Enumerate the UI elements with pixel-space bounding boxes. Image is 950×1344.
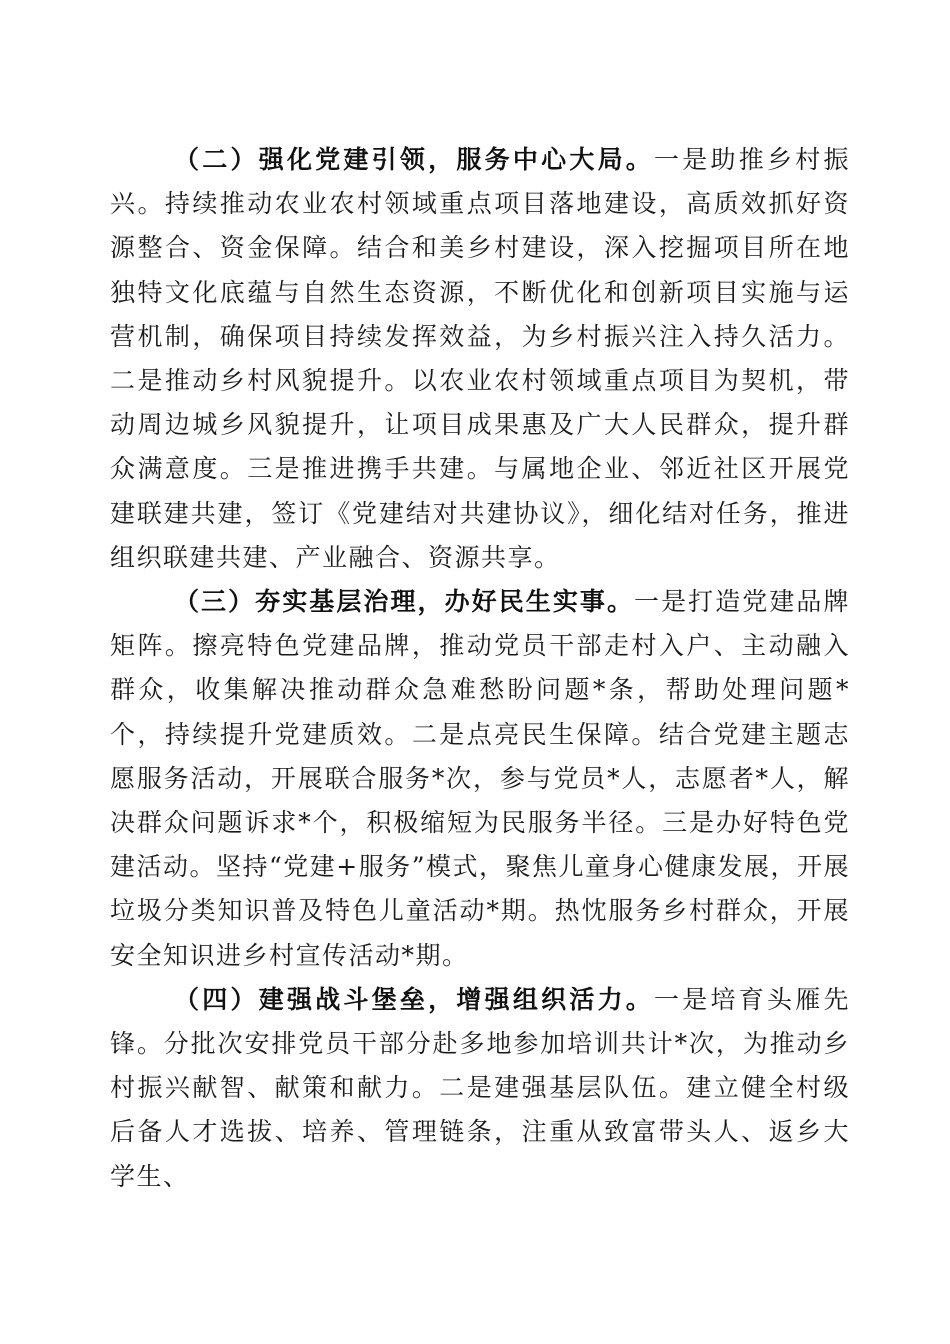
paragraph-organization-vitality — [110, 978, 850, 1199]
paragraph-strengthen-party-leadership — [110, 138, 850, 580]
paragraph-text: 一是打造党建品牌矩阵。擦亮特色党建品牌，推动党员干部走村入户、主动融入群众，收集解决推动群众急难愁盼问题*条，帮助处理问题*个，持续提升党建质效。二是点亮民生保障。结合党建主题志愿服务活动，开展联合服务*次，参与党员*人，志愿者*人，解决群众问题诉求*个，积极缩短为民服务半径。三是办好特色党建活动。坚持“党建+服务”模式，聚焦儿童身心健康发展，开展垃圾分类知识普及特色儿童活动*期。热忱服务乡村群众，开展安全知识进乡村宣传活动*期。 — [110, 587, 851, 970]
paragraph-heading: （二）强化党建引领，服务中心大局。 — [174, 145, 655, 174]
paragraph-text: 一是培育头雁先锋。分批次安排党员干部分赴多地参加培训共计*次，为推动乡村振兴献智、献策和献力。二是建强基层队伍。建立健全村级后备人才选拔、培养、管理链条，注重从致富带头人、返乡大学生、 — [110, 984, 850, 1191]
document-body — [110, 138, 850, 1199]
paragraph-heading: （四）建强战斗堡垒，增强组织活力。 — [174, 984, 655, 1014]
paragraph-grassroots-governance — [110, 580, 850, 978]
paragraph-heading: （三）夯实基层治理，办好民生实事。 — [174, 587, 635, 617]
paragraph-text: 一是助推乡村振兴。持续推动农业农村领域重点项目落地建设，高质效抓好资源整合、资金保障。结合和美乡村建设，深入挖掘项目所在地独特文化底蕴与自然生态资源，不断优化和创新项目实施与运营机制，确保项目持续发挥效益，为乡村振兴注入持久活力。二是推动乡村风貌提升。以农业农村领域重点项目为契机，带动周边城乡风貌提升，让项目成果惠及广大人民群众，提升群众满意度。三是推进携手共建。与属地企业、邻近社区开展党建联建共建，签订《党建结对共建协议》，细化结对任务，推进组织联建共建、产业融合、资源共享。 — [110, 145, 850, 572]
